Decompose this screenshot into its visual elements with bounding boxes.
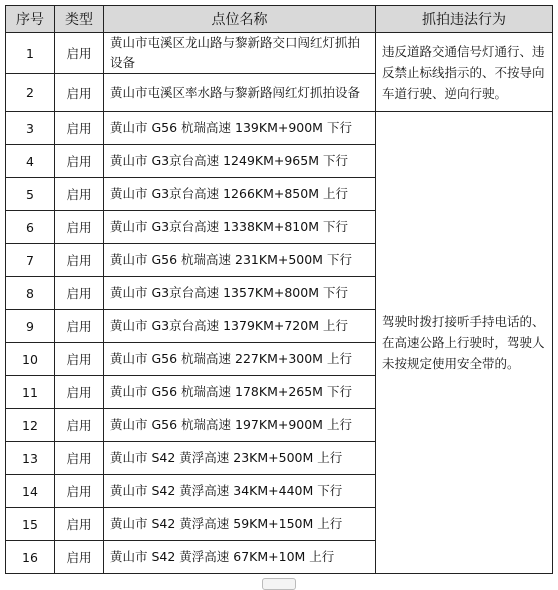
row-location: 黄山市 G56 杭瑞高速 197KM+900M 上行 bbox=[104, 409, 376, 442]
row-type: 启用 bbox=[55, 74, 104, 112]
row-type: 启用 bbox=[55, 211, 104, 244]
row-num: 15 bbox=[6, 508, 55, 541]
scroll-handle[interactable] bbox=[262, 578, 296, 590]
row-num: 9 bbox=[6, 310, 55, 343]
row-num: 10 bbox=[6, 343, 55, 376]
row-location: 黄山市 G3京台高速 1338KM+810M 下行 bbox=[104, 211, 376, 244]
row-type: 启用 bbox=[55, 376, 104, 409]
camera-location-table bbox=[5, 5, 553, 574]
row-num: 14 bbox=[6, 475, 55, 508]
row-location: 黄山市屯溪区龙山路与黎新路交口闯红灯抓拍设备 bbox=[104, 33, 376, 74]
row-num: 6 bbox=[6, 211, 55, 244]
header-num: 序号 bbox=[6, 6, 55, 33]
row-num: 7 bbox=[6, 244, 55, 277]
row-location: 黄山市 G56 杭瑞高速 178KM+265M 下行 bbox=[104, 376, 376, 409]
row-location: 黄山市 G3京台高速 1266KM+850M 上行 bbox=[104, 178, 376, 211]
header-behavior: 抓拍违法行为 bbox=[376, 6, 553, 33]
row-location: 黄山市 G56 杭瑞高速 227KM+300M 上行 bbox=[104, 343, 376, 376]
table-row bbox=[6, 33, 553, 74]
row-location: 黄山市屯溪区率水路与黎新路闯红灯抓拍设备 bbox=[104, 74, 376, 112]
row-type: 启用 bbox=[55, 277, 104, 310]
row-location: 黄山市 G3京台高速 1249KM+965M 下行 bbox=[104, 145, 376, 178]
row-type: 启用 bbox=[55, 145, 104, 178]
row-num: 11 bbox=[6, 376, 55, 409]
row-num: 8 bbox=[6, 277, 55, 310]
table-header-row bbox=[6, 6, 553, 33]
row-num: 4 bbox=[6, 145, 55, 178]
row-location: 黄山市 S42 黄浮高速 23KM+500M 上行 bbox=[104, 442, 376, 475]
behavior-group-1: 违反道路交通信号灯通行、违反禁止标线指示的、不按导向车道行驶、逆向行驶。 bbox=[376, 33, 553, 112]
row-type: 启用 bbox=[55, 178, 104, 211]
row-type: 启用 bbox=[55, 112, 104, 145]
row-location: 黄山市 G3京台高速 1357KM+800M 下行 bbox=[104, 277, 376, 310]
row-location: 黄山市 S42 黄浮高速 59KM+150M 上行 bbox=[104, 508, 376, 541]
row-num: 16 bbox=[6, 541, 55, 574]
row-type: 启用 bbox=[55, 244, 104, 277]
row-type: 启用 bbox=[55, 343, 104, 376]
row-type: 启用 bbox=[55, 475, 104, 508]
row-location: 黄山市 S42 黄浮高速 67KM+10M 上行 bbox=[104, 541, 376, 574]
row-type: 启用 bbox=[55, 508, 104, 541]
row-num: 5 bbox=[6, 178, 55, 211]
row-type: 启用 bbox=[55, 442, 104, 475]
row-type: 启用 bbox=[55, 409, 104, 442]
row-num: 2 bbox=[6, 74, 55, 112]
table-row bbox=[6, 112, 553, 145]
behavior-group-2: 驾驶时拨打接听手持电话的、在高速公路上行驶时，驾驶人未按规定使用安全带的。 bbox=[376, 112, 553, 574]
row-location: 黄山市 G56 杭瑞高速 231KM+500M 下行 bbox=[104, 244, 376, 277]
row-type: 启用 bbox=[55, 541, 104, 574]
row-num: 3 bbox=[6, 112, 55, 145]
row-type: 启用 bbox=[55, 310, 104, 343]
row-location: 黄山市 S42 黄浮高速 34KM+440M 下行 bbox=[104, 475, 376, 508]
row-type: 启用 bbox=[55, 33, 104, 74]
header-location: 点位名称 bbox=[104, 6, 376, 33]
row-num: 12 bbox=[6, 409, 55, 442]
header-type: 类型 bbox=[55, 6, 104, 33]
row-location: 黄山市 G3京台高速 1379KM+720M 上行 bbox=[104, 310, 376, 343]
row-num: 1 bbox=[6, 33, 55, 74]
row-num: 13 bbox=[6, 442, 55, 475]
row-location: 黄山市 G56 杭瑞高速 139KM+900M 下行 bbox=[104, 112, 376, 145]
